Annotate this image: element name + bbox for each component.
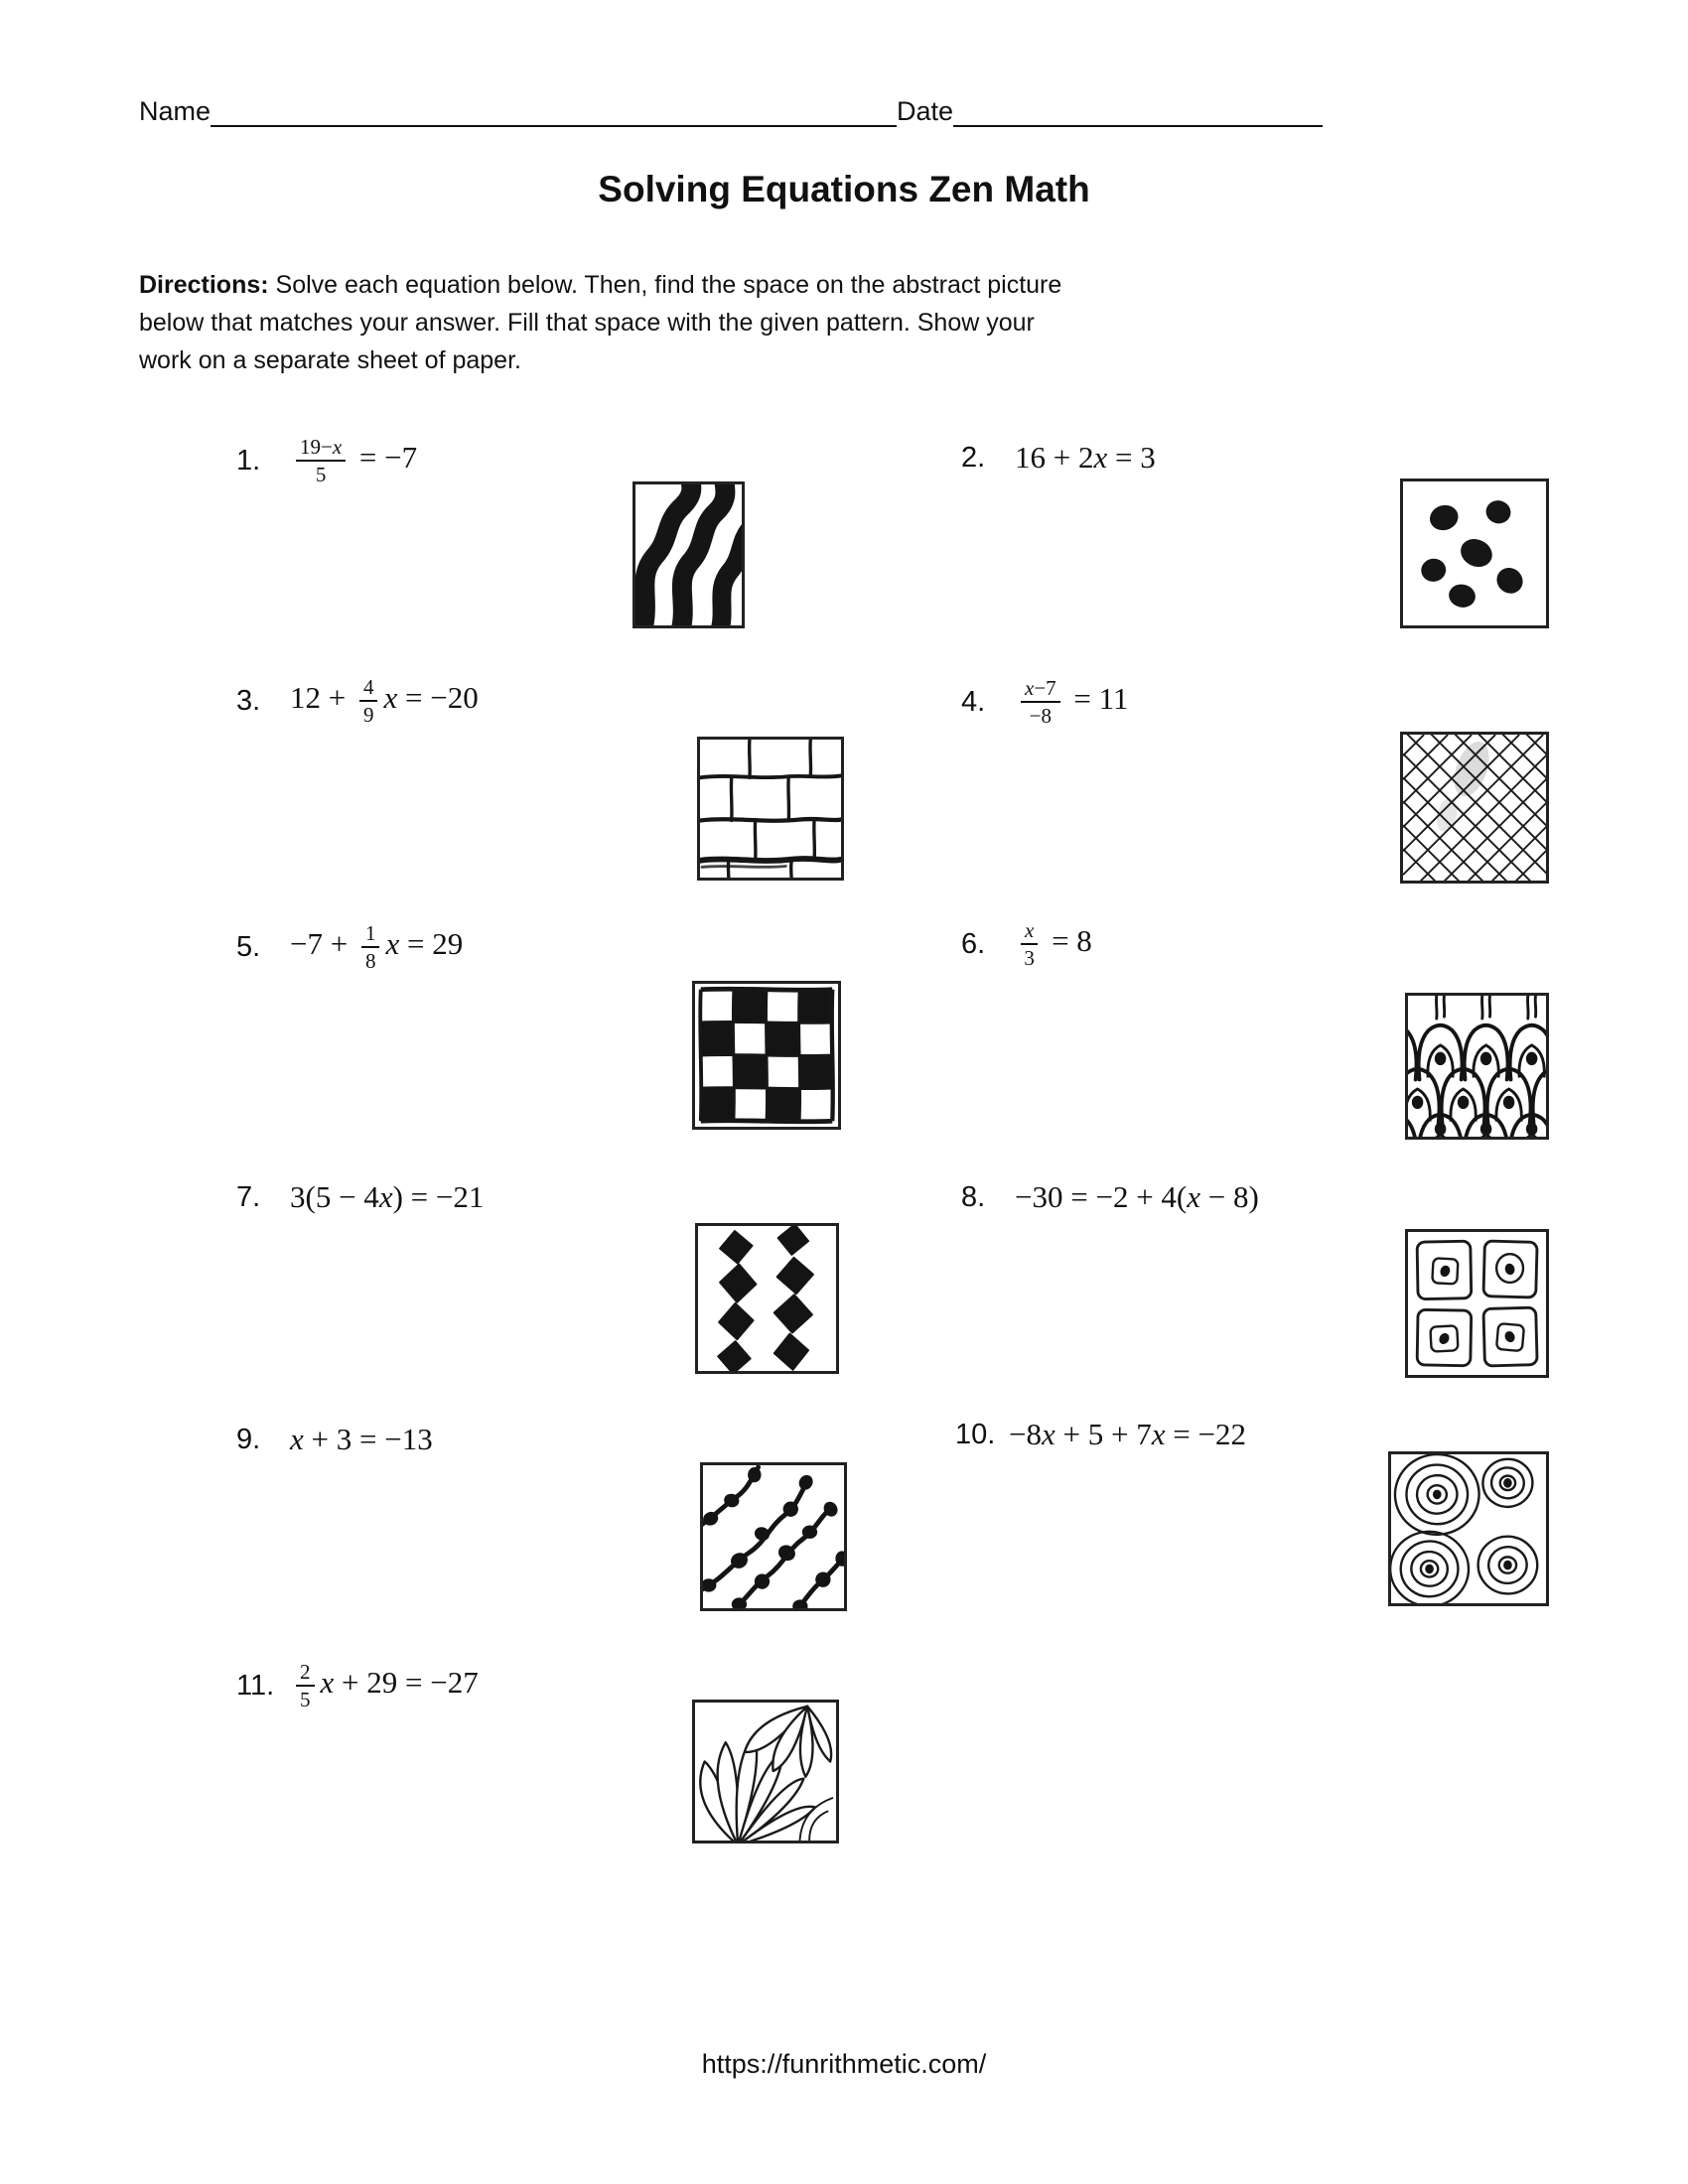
pattern-tile-framed-squares-dots bbox=[1405, 1229, 1549, 1378]
fraction bbox=[296, 1660, 315, 1710]
equation-text: −8x + 5 + 7x = −22 bbox=[1009, 1417, 1246, 1451]
equation-text: x = 29 bbox=[385, 926, 464, 962]
directions-label: Directions: bbox=[139, 271, 269, 299]
directions-line-2: below that matches your answer. Fill that space with the given pattern. Show your bbox=[139, 309, 1035, 337]
equation bbox=[290, 1660, 479, 1710]
equation bbox=[290, 675, 479, 726]
pattern-tile-large-black-dots bbox=[1400, 478, 1549, 628]
problem-4 bbox=[961, 664, 1129, 740]
fraction-denominator: 9 bbox=[362, 702, 374, 727]
equation-text: x + 29 = −27 bbox=[320, 1665, 479, 1701]
fan-petals-pattern-icon bbox=[695, 1703, 836, 1841]
problem-1 bbox=[236, 423, 417, 498]
problem-number: 9. bbox=[236, 1423, 261, 1455]
pattern-tile-brick-wall bbox=[697, 737, 844, 881]
problem-number: 10. bbox=[955, 1418, 996, 1450]
problem-3 bbox=[236, 663, 479, 739]
directions bbox=[139, 266, 1061, 379]
fraction-denominator: 8 bbox=[364, 948, 376, 973]
pattern-tile-concentric-circles bbox=[1388, 1451, 1549, 1606]
equation-text: = −7 bbox=[352, 440, 418, 476]
spirals-pattern-icon bbox=[1391, 1454, 1546, 1603]
equation-text: = 11 bbox=[1065, 681, 1129, 717]
problem-2 bbox=[961, 420, 1156, 495]
pattern-tile-beaded-strands bbox=[700, 1462, 847, 1611]
problem-number: 11. bbox=[236, 1669, 275, 1702]
problem-number: 3. bbox=[236, 684, 261, 717]
page-title: Solving Equations Zen Math bbox=[598, 169, 1090, 209]
fraction bbox=[359, 675, 378, 726]
fraction-numerator: 19−x bbox=[296, 435, 346, 461]
fraction bbox=[361, 921, 380, 972]
equation-text: −30 = −2 + 4(x − 8) bbox=[1015, 1179, 1259, 1214]
wavy-stripes-pattern-icon bbox=[635, 484, 742, 625]
pattern-tile-fan-petals bbox=[692, 1700, 839, 1843]
fraction-numerator: x bbox=[1021, 918, 1038, 944]
pattern-tile-overlapping-scales bbox=[1405, 993, 1549, 1140]
problem-number: 8. bbox=[961, 1180, 986, 1213]
problem-9 bbox=[236, 1402, 433, 1477]
directions-line-3: work on a separate sheet of paper. bbox=[139, 346, 521, 374]
equation-text: x = −20 bbox=[383, 680, 479, 716]
fraction-denominator: 3 bbox=[1024, 945, 1035, 970]
equation bbox=[290, 1422, 433, 1457]
pattern-tile-diamond-chains bbox=[695, 1223, 839, 1374]
scales-pattern-icon bbox=[1408, 996, 1546, 1137]
equation bbox=[290, 921, 463, 972]
problem-number: 2. bbox=[961, 441, 986, 474]
equation-text: −7 + bbox=[290, 926, 355, 962]
fraction-numerator: 1 bbox=[361, 921, 380, 947]
problem-10 bbox=[955, 1397, 1246, 1472]
directions-line-1 bbox=[139, 266, 1061, 304]
crosshatch-pattern-icon bbox=[1403, 735, 1546, 881]
directions-line-1-text: Solve each equation below. Then, find the space on the abstract picture bbox=[268, 271, 1062, 299]
checkerboard-pattern-icon bbox=[695, 984, 838, 1127]
problem-8 bbox=[961, 1160, 1259, 1235]
equation-text: 16 + 2x = 3 bbox=[1015, 440, 1156, 475]
problem-5 bbox=[236, 909, 463, 985]
problem-number: 1. bbox=[236, 444, 261, 477]
equation bbox=[1015, 440, 1156, 476]
fraction-numerator: x−7 bbox=[1021, 676, 1060, 702]
fraction-denominator: 5 bbox=[315, 462, 327, 486]
name-blank-line bbox=[211, 91, 897, 127]
equation bbox=[290, 1179, 484, 1215]
fraction-numerator: 4 bbox=[359, 675, 378, 701]
equation bbox=[290, 435, 417, 485]
problem-11 bbox=[236, 1648, 479, 1723]
pattern-tile-checkerboard bbox=[692, 981, 841, 1130]
dots-pattern-icon bbox=[1403, 481, 1546, 625]
equation bbox=[1015, 1179, 1259, 1215]
pattern-tile-diagonal-crosshatch bbox=[1400, 732, 1549, 884]
fraction-numerator: 2 bbox=[296, 1660, 315, 1686]
beads-pattern-icon bbox=[703, 1465, 844, 1608]
equation bbox=[1009, 1417, 1246, 1452]
problem-number: 7. bbox=[236, 1180, 261, 1213]
fraction-denominator: −8 bbox=[1029, 703, 1052, 728]
diamonds-pattern-icon bbox=[698, 1226, 836, 1371]
name-label: Name bbox=[139, 96, 211, 127]
date-blank-line bbox=[953, 91, 1323, 127]
equation bbox=[1015, 676, 1129, 727]
equation-text: = 8 bbox=[1044, 923, 1092, 959]
framed-dots-pattern-icon bbox=[1408, 1232, 1546, 1375]
problem-number: 5. bbox=[236, 930, 261, 963]
problem-number: 6. bbox=[961, 927, 986, 960]
fraction-denominator: 5 bbox=[300, 1687, 311, 1711]
problem-7 bbox=[236, 1160, 484, 1235]
fraction bbox=[1021, 918, 1038, 969]
equation bbox=[1015, 918, 1092, 969]
equation-text: 12 + bbox=[290, 680, 353, 716]
equation-text: x + 3 = −13 bbox=[290, 1422, 433, 1456]
footer-url: https://funrithmetic.com/ bbox=[701, 2049, 987, 2079]
date-label: Date bbox=[896, 96, 953, 127]
fraction bbox=[1021, 676, 1060, 727]
pattern-tile-wavy-diagonal-stripes bbox=[633, 481, 745, 628]
brick-pattern-icon bbox=[700, 740, 841, 878]
problem-number: 4. bbox=[961, 685, 986, 718]
problem-6 bbox=[961, 906, 1092, 982]
name-date-line bbox=[139, 87, 1323, 127]
fraction bbox=[296, 435, 346, 485]
equation-text: 3(5 − 4x) = −21 bbox=[290, 1179, 485, 1214]
